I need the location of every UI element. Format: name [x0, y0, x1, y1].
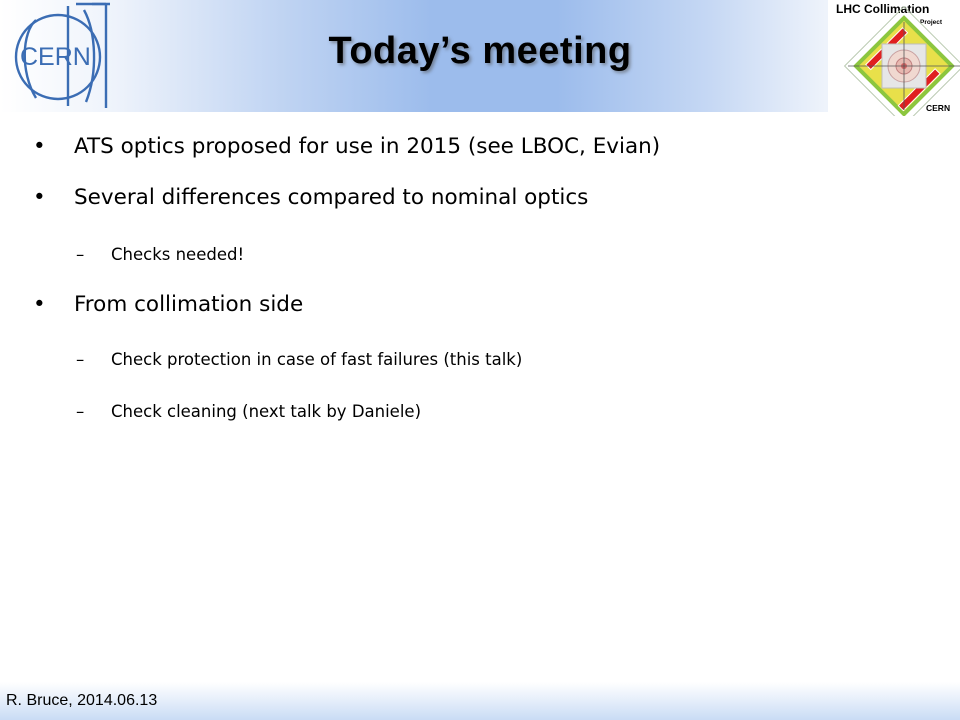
lhc-logo-cern: CERN: [926, 103, 951, 113]
sub-text: Check cleaning (next talk by Daniele): [111, 402, 422, 421]
footer-author-date: R. Bruce, 2014.06.13: [6, 692, 158, 709]
bullet-marker: •: [33, 134, 46, 159]
sub-marker: –: [76, 350, 85, 369]
bullet-text: Several differences compared to nominal optics: [74, 185, 589, 210]
bullet-marker: •: [33, 185, 46, 210]
sub-text: Check protection in case of fast failures (this talk): [111, 350, 523, 369]
slide-title: Today’s meeting: [328, 30, 632, 72]
bullet-item: [33, 292, 304, 317]
sub-item: [76, 350, 523, 369]
cern-logo-text: CERN: [20, 43, 91, 71]
bullet-text: From collimation side: [74, 292, 304, 317]
sub-marker: –: [76, 402, 85, 421]
bullet-text: ATS optics proposed for use in 2015 (see LBOC, Evian): [74, 134, 661, 159]
bullet-item: [33, 185, 589, 210]
sub-text: Checks needed!: [111, 245, 245, 264]
bullet-item: [33, 134, 661, 159]
lhc-logo-title: LHC Collimation: [836, 2, 930, 16]
sub-marker: –: [76, 245, 85, 264]
sub-item: [76, 245, 245, 264]
sub-item: [76, 402, 422, 421]
lhc-logo-project: Project: [920, 19, 943, 26]
bullet-marker: •: [33, 292, 46, 317]
